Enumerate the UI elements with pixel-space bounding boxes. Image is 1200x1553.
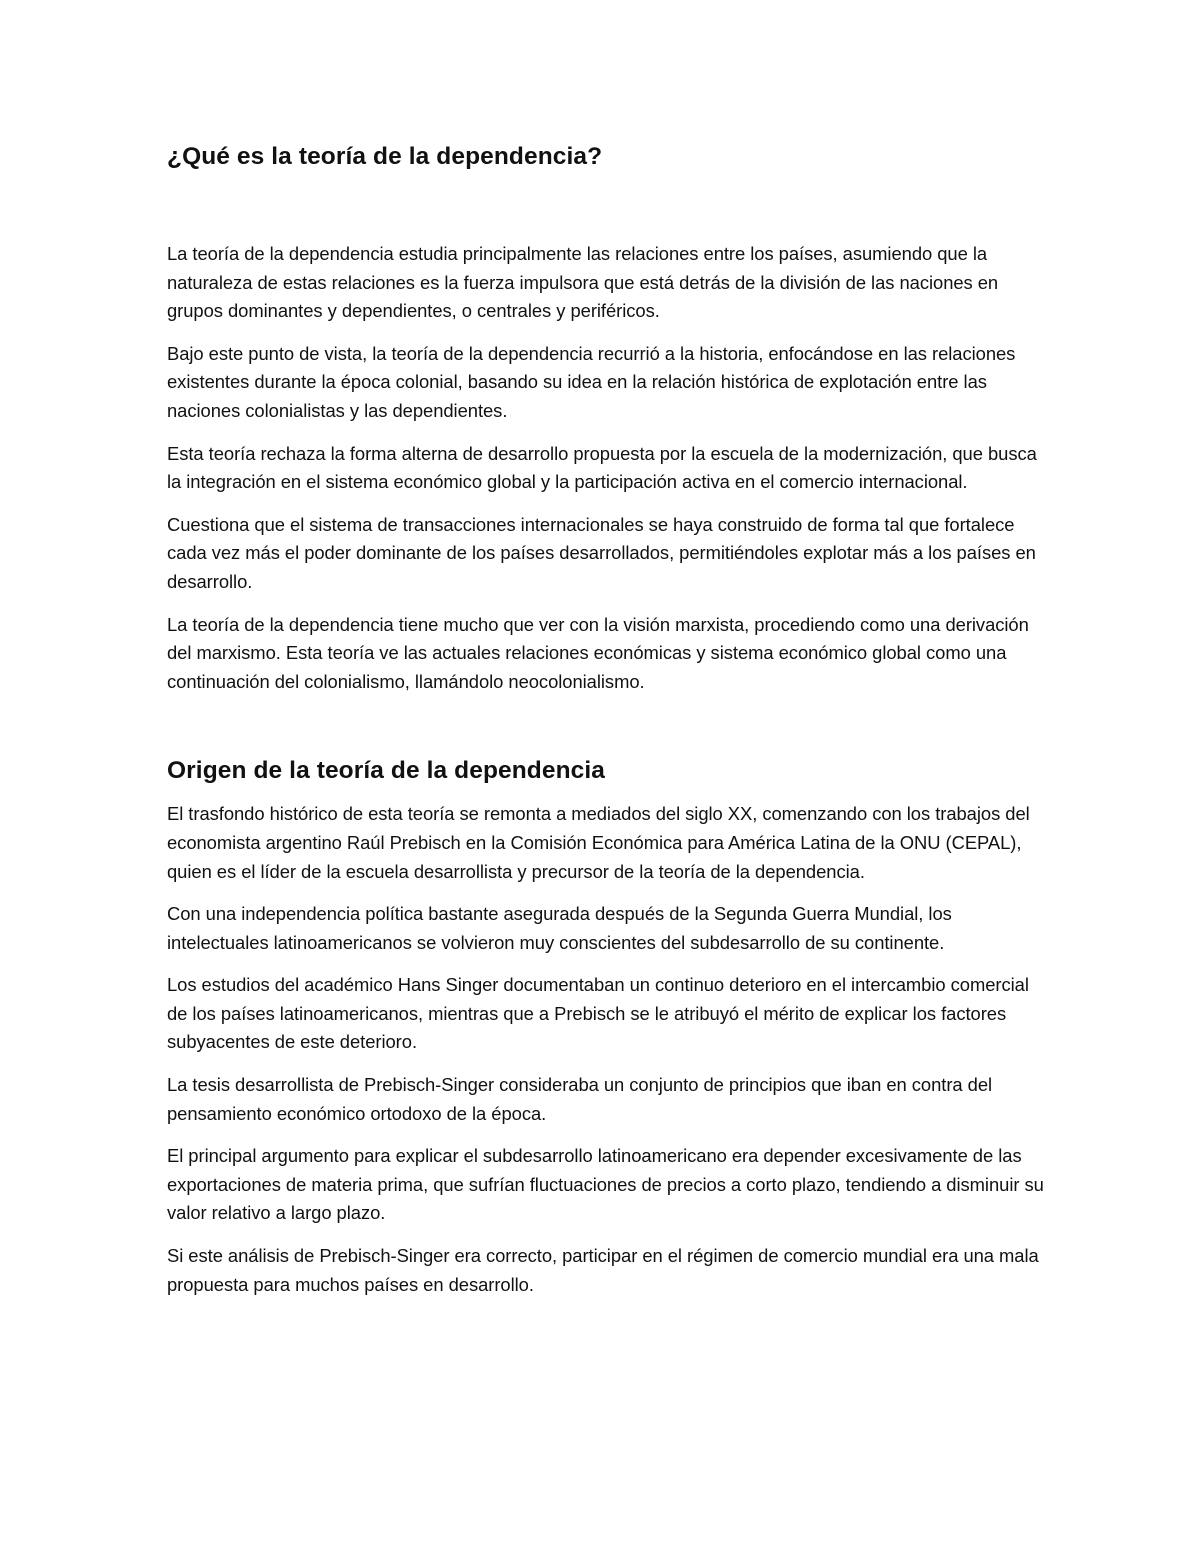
section-1-paragraph-5: La teoría de la dependencia tiene mucho que ver con la visión marxista, procediendo como una derivación del marxismo. Esta teoría ve las actuales relaciones económicas y sistema económico global como una continuación del colonialismo, llamándolo neocolonialismo. — [167, 613, 1029, 692]
section-2-paragraph-5: El principal argumento para explicar el subdesarrollo latinoamericano era depender excesivamente de las exportaciones de materia prima, que sufrían fluctuaciones de precios a corto plazo, tendiendo a disminuir su valor relativo a largo plazo. — [167, 1145, 1044, 1224]
section-2-paragraph-4: La tesis desarrollista de Prebisch-Singer consideraba un conjunto de principios que iban en contra del pensamiento económico ortodoxo de la época. — [167, 1074, 993, 1124]
section-1-paragraph-2: Bajo este punto de vista, la teoría de la dependencia recurrió a la historia, enfocándose en las relaciones existentes durante la época colonial, basando su idea en la relación histórica de explotación entre las naciones colonialistas y las dependientes. — [167, 342, 1016, 421]
document-content — [167, 140, 1047, 1313]
section-2-paragraph-6: Si este análisis de Prebisch-Singer era correcto, participar en el régimen de comercio mundial era una mala propuesta para muchos países en desarrollo. — [167, 1245, 1039, 1295]
section-1-paragraph-1: La teoría de la dependencia estudia principalmente las relaciones entre los países, asumiendo que la naturaleza de estas relaciones es la fuerza impulsora que está detrás de la división de las naciones en grupos dominantes y dependientes, o centrales y periféricos. — [167, 243, 999, 322]
section-2-title: Origen de la teoría de la dependencia — [167, 757, 606, 785]
section-2-paragraph-1: El trasfondo histórico de esta teoría se remonta a mediados del siglo XX, comenzando con los trabajos del economista argentino Raúl Prebisch en la Comisión Económica para América Latina de la ONU (CEPAL), quien es el líder de la escuela desarrollista y precursor de la teoría de la dependencia. — [167, 803, 1030, 882]
section-2-paragraph-2: Con una independencia política bastante asegurada después de la Segunda Guerra Mundial, los intelectuales latinoamericanos se volvieron muy conscientes del subdesarrollo de su continente. — [167, 903, 952, 953]
section-2-paragraph-3: Los estudios del académico Hans Singer documentaban un continuo deterioro en el intercambio comercial de los países latinoamericanos, mientras que a Prebisch se le atribuyó el mérito de explicar los factores subyacentes de este deterioro. — [167, 974, 1029, 1053]
section-1-title: ¿Qué es la teoría de la dependencia? — [167, 143, 603, 170]
section-1-paragraph-4: Cuestiona que el sistema de transacciones internacionales se haya construido de forma tal que fortalece cada vez más el poder dominante de los países desarrollados, permitiéndoles explotar más a los países en desarrollo. — [167, 513, 1036, 592]
section-1-paragraph-3: Esta teoría rechaza la forma alterna de desarrollo propuesta por la escuela de la modernización, que busca la integración en el sistema económico global y la participación activa en el comercio internacional. — [167, 442, 1037, 493]
